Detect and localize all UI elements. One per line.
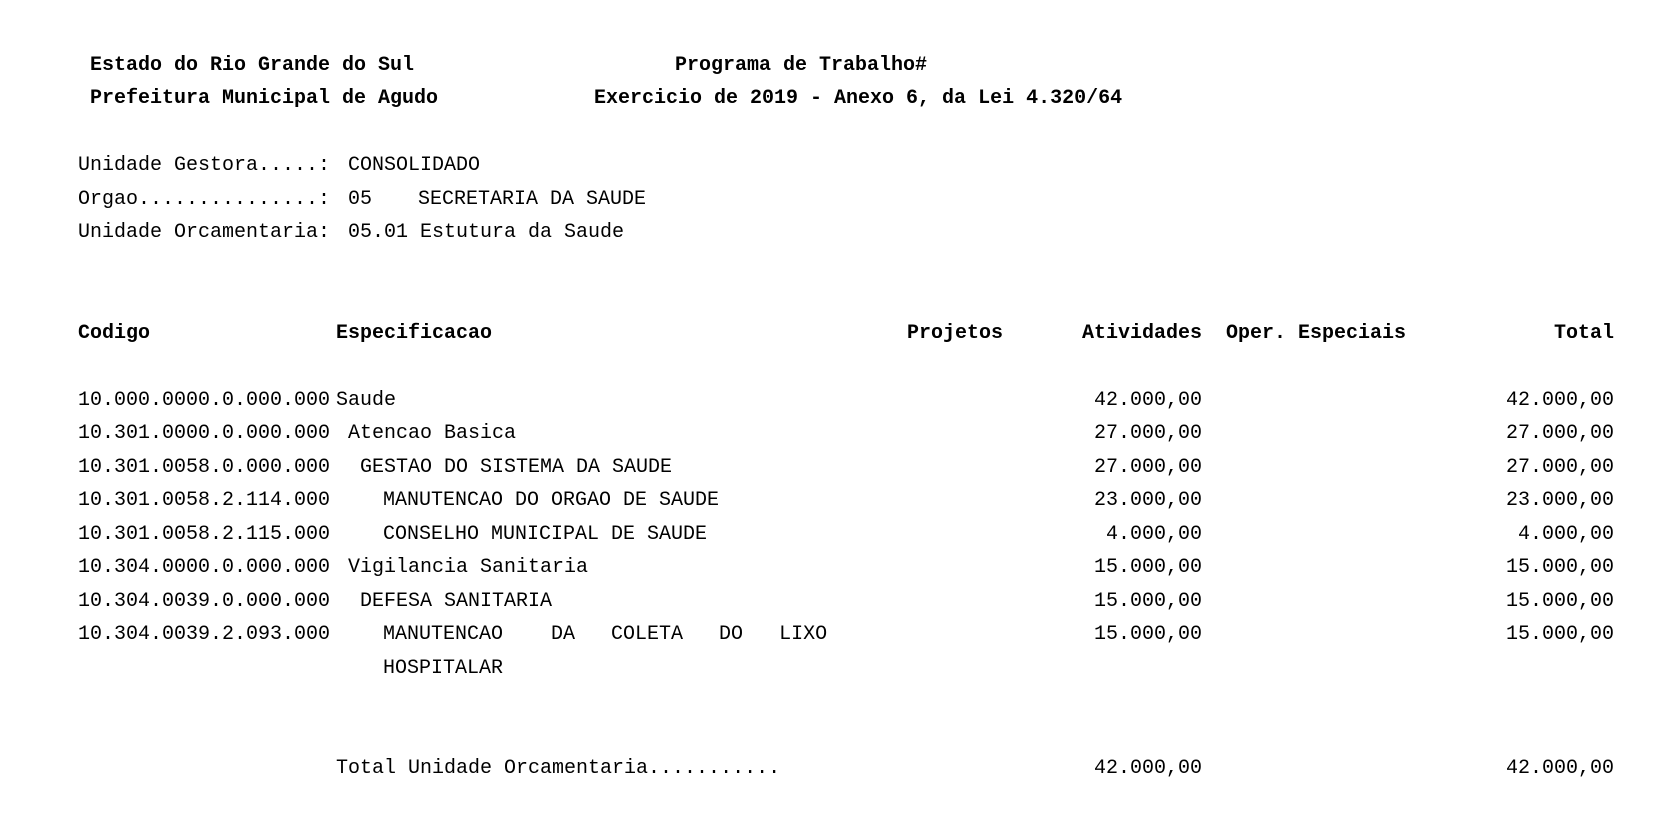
report-title: Programa de Trabalho# bbox=[675, 54, 928, 77]
unidade-gestora-value: CONSOLIDADO bbox=[348, 154, 481, 177]
total-total: 42.000,00 bbox=[1505, 757, 1614, 780]
row-total: 27.000,00 bbox=[1505, 456, 1614, 479]
orgao-name: SECRETARIA DA SAUDE bbox=[418, 188, 647, 211]
row-atividades: 23.000,00 bbox=[1093, 489, 1202, 512]
row-especificacao-continuation: HOSPITALAR bbox=[383, 657, 504, 680]
row-atividades: 42.000,00 bbox=[1093, 389, 1202, 412]
total-label: Total Unidade Orcamentaria........... bbox=[336, 757, 781, 780]
row-especificacao: GESTAO DO SISTEMA DA SAUDE bbox=[360, 456, 673, 479]
row-total: 23.000,00 bbox=[1505, 489, 1614, 512]
row-codigo: 10.304.0000.0.000.000 bbox=[78, 556, 331, 579]
column-header-oper-especiais: Oper. Especiais bbox=[1226, 322, 1407, 345]
row-total: 4.000,00 bbox=[1517, 523, 1614, 546]
row-atividades: 4.000,00 bbox=[1105, 523, 1202, 546]
row-atividades: 15.000,00 bbox=[1093, 590, 1202, 613]
row-especificacao: Vigilancia Sanitaria bbox=[348, 556, 589, 579]
state-name: Estado do Rio Grande do Sul bbox=[90, 54, 415, 77]
row-especificacao: Saude bbox=[336, 389, 397, 412]
row-codigo: 10.304.0039.2.093.000 bbox=[78, 623, 331, 646]
row-atividades: 15.000,00 bbox=[1093, 556, 1202, 579]
column-header-atividades: Atividades bbox=[1081, 322, 1202, 345]
column-header-codigo: Codigo bbox=[78, 322, 151, 345]
row-total: 15.000,00 bbox=[1505, 623, 1614, 646]
column-header-especificacao: Especificacao bbox=[336, 322, 493, 345]
row-total: 27.000,00 bbox=[1505, 422, 1614, 445]
row-codigo: 10.000.0000.0.000.000 bbox=[78, 389, 331, 412]
row-codigo: 10.301.0058.2.114.000 bbox=[78, 489, 331, 512]
row-atividades: 15.000,00 bbox=[1093, 623, 1202, 646]
total-atividades: 42.000,00 bbox=[1093, 757, 1202, 780]
row-total: 15.000,00 bbox=[1505, 590, 1614, 613]
row-especificacao: MANUTENCAO DA COLETA DO LIXO bbox=[383, 623, 828, 646]
row-total: 15.000,00 bbox=[1505, 556, 1614, 579]
row-total: 42.000,00 bbox=[1505, 389, 1614, 412]
orgao-code: 05 bbox=[348, 188, 373, 211]
unidade-orcamentaria-value: 05.01 Estutura da Saude bbox=[348, 221, 625, 244]
unidade-orcamentaria-label: Unidade Orcamentaria: bbox=[78, 221, 331, 244]
row-atividades: 27.000,00 bbox=[1093, 456, 1202, 479]
row-codigo: 10.301.0058.2.115.000 bbox=[78, 523, 331, 546]
row-atividades: 27.000,00 bbox=[1093, 422, 1202, 445]
row-especificacao: DEFESA SANITARIA bbox=[360, 590, 553, 613]
row-especificacao: Atencao Basica bbox=[348, 422, 517, 445]
column-header-projetos: Projetos bbox=[906, 322, 1003, 345]
municipality-name: Prefeitura Municipal de Agudo bbox=[90, 87, 439, 110]
row-especificacao: MANUTENCAO DO ORGAO DE SAUDE bbox=[383, 489, 720, 512]
orgao-label: Orgao...............: bbox=[78, 188, 331, 211]
row-codigo: 10.304.0039.0.000.000 bbox=[78, 590, 331, 613]
row-codigo: 10.301.0000.0.000.000 bbox=[78, 422, 331, 445]
exercise-subtitle: Exercicio de 2019 - Anexo 6, da Lei 4.320/64 bbox=[594, 87, 1123, 110]
column-header-total: Total bbox=[1553, 322, 1614, 345]
row-especificacao: CONSELHO MUNICIPAL DE SAUDE bbox=[383, 523, 708, 546]
row-codigo: 10.301.0058.0.000.000 bbox=[78, 456, 331, 479]
unidade-gestora-label: Unidade Gestora.....: bbox=[78, 154, 331, 177]
